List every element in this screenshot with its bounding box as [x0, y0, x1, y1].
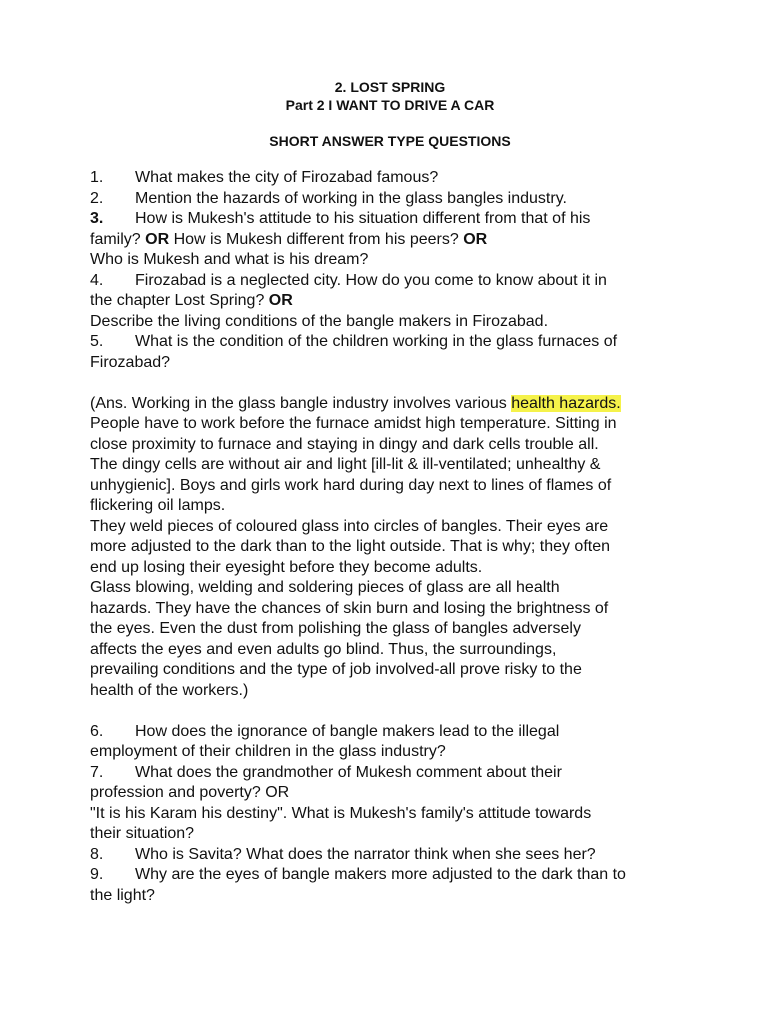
paragraph-gap	[90, 701, 690, 722]
question-7	[90, 763, 690, 784]
question-text: What does the grandmother of Mukesh comment about their	[135, 763, 562, 781]
answer-line: affects the eyes and even adults go blind. Thus, the surroundings,	[90, 640, 557, 658]
question-number: 6.	[90, 722, 104, 740]
question-3-line-2	[90, 230, 690, 251]
document-page	[90, 78, 690, 906]
question-1	[90, 168, 690, 189]
answer-line: end up losing their eyesight before they become adults.	[90, 558, 483, 576]
question-text: How is Mukesh different from his peers?	[173, 230, 459, 248]
answer-line: People have to work before the furnace amidst high temperature. Sitting in	[90, 415, 617, 432]
question-7-line-4: their situation?	[90, 825, 195, 842]
question-text: How is Mukesh's attitude to his situation different from that of his	[135, 210, 591, 227]
answer-line: Glass blowing, welding and soldering pieces of glass are all health	[90, 579, 560, 596]
answer-line: They weld pieces of coloured glass into circles of bangles. Their eyes are	[90, 517, 609, 535]
section-title: SHORT ANSWER TYPE QUESTIONS	[269, 133, 511, 149]
question-3	[90, 209, 690, 230]
question-text: What is the condition of the children working in the glass furnaces of	[135, 333, 618, 350]
or-keyword: OR	[463, 230, 488, 248]
question-2	[90, 189, 690, 210]
question-8	[90, 845, 690, 866]
questions-block-a	[90, 168, 690, 373]
question-4	[90, 271, 690, 292]
question-5-line-2: Firozabad?	[90, 353, 171, 371]
question-text: How does the ignorance of bangle makers lead to the illegal	[135, 722, 560, 740]
question-5	[90, 332, 690, 353]
chapter-title: 2. LOST SPRING	[334, 79, 446, 95]
answer-text: (Ans. Working in the glass bangle industry involves various	[90, 394, 512, 412]
answer-block	[90, 394, 690, 702]
answer-line: the eyes. Even the dust from polishing the glass of bangles adversely	[90, 620, 581, 637]
question-6-line-2: employment of their children in the glass industry?	[90, 743, 446, 760]
answer-line: more adjusted to the dark than to the light outside. That is why; they often	[90, 538, 611, 555]
question-number: 2.	[90, 189, 104, 207]
answer-line: health of the workers.)	[90, 681, 249, 699]
answer-line: close proximity to furnace and staying in dingy and dark cells trouble all.	[90, 435, 599, 453]
question-7-line-3: "It is his Karam his destiny". What is Mukesh's family's attitude towards	[90, 804, 592, 822]
answer-line: hazards. They have the chances of skin burn and losing the brightness of	[90, 599, 609, 617]
highlighted-text: health hazards.	[511, 394, 621, 412]
or-keyword: OR	[145, 230, 170, 248]
question-number: 4.	[90, 271, 104, 289]
question-9	[90, 865, 690, 886]
answer-line: flickering oil lamps.	[90, 497, 226, 514]
question-text: What makes the city of Firozabad famous?	[135, 169, 439, 186]
question-text: Firozabad is a neglected city. How do you come to know about it in	[135, 271, 607, 289]
question-text: Why are the eyes of bangle makers more adjusted to the dark than to	[135, 866, 626, 883]
answer-line: The dingy cells are without air and light [ill-lit & ill-ventilated; unhealthy &	[90, 456, 601, 473]
question-text: the chapter Lost Spring?	[90, 292, 265, 309]
question-6	[90, 722, 690, 743]
question-number: 3.	[90, 210, 104, 227]
question-text: family?	[90, 230, 141, 248]
question-number: 1.	[90, 169, 104, 186]
question-7-line-2: profession and poverty? OR	[90, 784, 290, 801]
question-number: 7.	[90, 763, 104, 781]
question-3-line-3: Who is Mukesh and what is his dream?	[90, 251, 369, 268]
answer-line	[90, 394, 690, 415]
answer-line: unhygienic]. Boys and girls work hard during day next to lines of flames of	[90, 476, 612, 494]
answer-line: prevailing conditions and the type of job involved-all prove risky to the	[90, 661, 582, 678]
or-keyword: OR	[268, 292, 293, 309]
paragraph-gap	[90, 373, 690, 394]
part-title: Part 2 I WANT TO DRIVE A CAR	[285, 97, 495, 113]
question-number: 8.	[90, 845, 104, 863]
question-9-line-2: the light?	[90, 886, 155, 904]
question-text: Who is Savita? What does the narrator think when she sees her?	[135, 845, 596, 863]
question-4-line-2	[90, 291, 690, 312]
question-number: 5.	[90, 333, 104, 350]
question-4-line-3: Describe the living conditions of the bangle makers in Firozabad.	[90, 312, 549, 330]
question-text: Mention the hazards of working in the glass bangles industry.	[135, 189, 567, 207]
questions-block-b	[90, 722, 690, 907]
question-number: 9.	[90, 866, 104, 883]
